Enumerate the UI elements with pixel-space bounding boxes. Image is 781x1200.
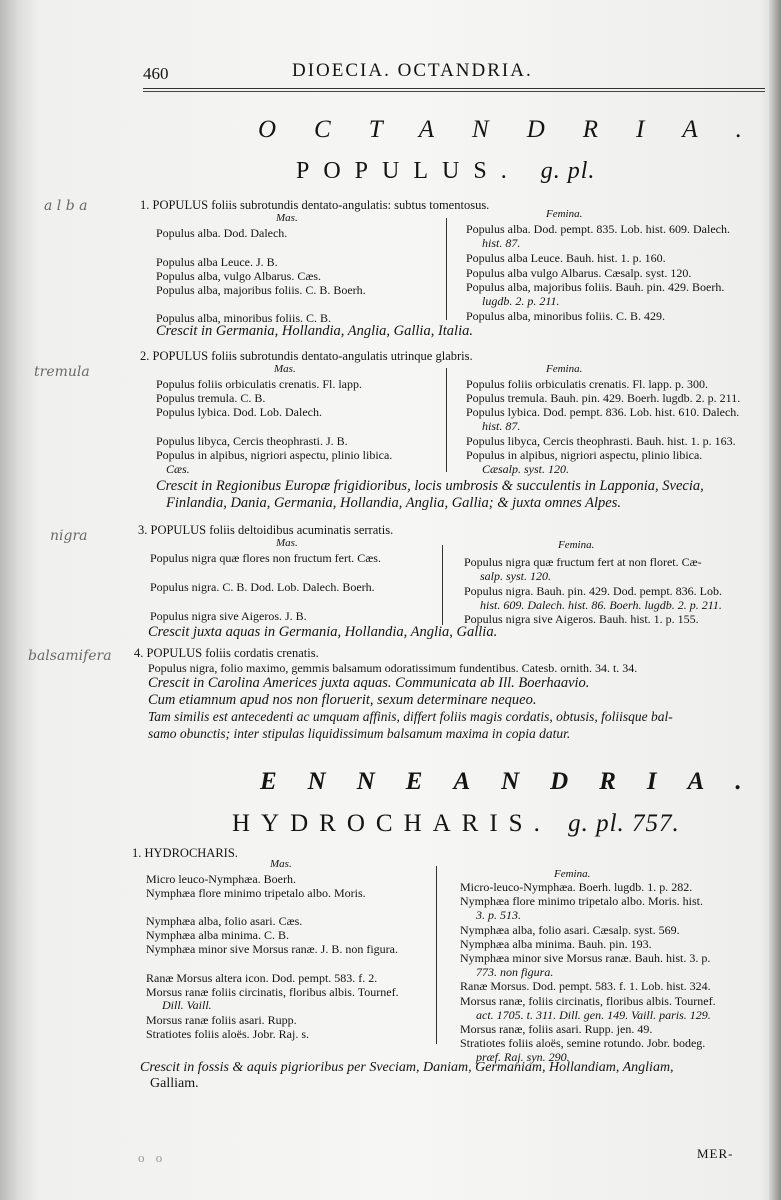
synonym-femina: Nymphæa flore minimo tripetalo albo. Moris. hist. [460, 894, 703, 908]
mas-label: Mas. [276, 537, 298, 549]
synonym-femina: Populus in alpibus, nigriori aspectu, plinio libica. [466, 448, 703, 462]
synonym-femina: Populus libyca, Cercis theophrasti. Bauh. hist. 1. p. 163. [466, 434, 736, 448]
synonym-femina: Populus alba, majoribus foliis. Bauh. pin. 429. Boerh. [466, 280, 725, 294]
synonym-mas: Morsus ranæ foliis circinatis, floribus albis. Tournef. [146, 985, 399, 999]
genus-gp: g. pl. [540, 158, 596, 184]
synonym-mas: Populus in alpibus, nigriori aspectu, plinio libica. [156, 448, 393, 462]
synonym-mas: Nymphæa minor sive Morsus ranæ. J. B. non figura. [146, 942, 398, 956]
synonym-femina: hist. 87. [482, 236, 521, 250]
synonym-mas: Dill. Vaill. [162, 998, 212, 1012]
synonym-femina: Populus alba. Dod. pempt. 835. Lob. hist. 609. Dalech. [466, 222, 730, 236]
synonym-femina: hist. 87. [482, 419, 521, 433]
habitat-line: Finlandia, Dania, Germania, Hollandia, Anglia, Gallia; & juxta omnes Alpes. [166, 495, 621, 511]
synonym-mas: Populus alba, vulgo Albarus. Cæs. [156, 269, 322, 283]
synonym-femina: 773. non figura. [476, 965, 554, 979]
habitat-line: Galliam. [150, 1076, 199, 1091]
synonym-femina: Populus lybica. Dod. pempt. 836. Lob. hist. 610. Dalech. [466, 405, 740, 419]
synonym-femina: Morsus ranæ, foliis asari. Rupp. jen. 49. [460, 1022, 653, 1036]
synonym-femina: Micro-leuco-Nymphæa. Boerh. lugdb. 1. p. 282. [460, 880, 693, 894]
habitat-line: Crescit in Regionibus Europæ frigidioribus, locis umbrosis & succulentis in Lapponia, Svecia, [156, 478, 704, 494]
synonym-femina: Nymphæa minor sive Morsus ranæ. Bauh. hist. 3. p. [460, 951, 711, 965]
column-divider [442, 545, 443, 625]
synonym-mas: Populus libyca, Cercis theophrasti. J. B. [156, 434, 348, 448]
genus-name: POPULUS. [296, 158, 521, 184]
species-heading: 4. POPULUS foliis cordatis crenatis. [134, 646, 319, 660]
synonym-mas: Micro leuco-Nymphæa. Boerh. [146, 872, 296, 886]
synonym-femina: Nymphæa alba, folio asari. Cæsalp. syst. 569. [460, 923, 680, 937]
synonym-femina: Populus nigra quæ fructum fert at non floret. Cæ- [464, 555, 702, 569]
habitat-line: Crescit juxta aquas in Germania, Hollandia, Anglia, Gallia. [148, 624, 498, 640]
synonym-femina: Cæsalp. syst. 120. [482, 462, 570, 476]
synonym-mas: Populus tremula. C. B. [156, 391, 266, 405]
margin-note: balsamifera [28, 648, 112, 664]
catchword: MER- [697, 1146, 734, 1161]
synonym-femina: Stratiotes foliis aloës, semine rotundo. Jobr. bodeg. [460, 1036, 706, 1050]
femina-label: Femina. [546, 363, 583, 375]
note-line: Cum etiamnum apud nos non floruerit, sexum determinare nequeo. [148, 692, 537, 708]
synonym-mas: Nymphæa alba, folio asari. Cæs. [146, 914, 303, 928]
femina-label: Femina. [558, 539, 595, 551]
synonym-femina: Populus foliis orbiculatis crenatis. Fl. lapp. p. 300. [466, 377, 708, 391]
synonym-mas: Populus alba Leuce. J. B. [156, 255, 278, 269]
ink-marks: o o [138, 1150, 167, 1165]
column-divider [446, 218, 447, 320]
class-title-octandria: OCTANDRIA. [258, 116, 780, 143]
synonym-mas: Stratiotes foliis aloës. Jobr. Raj. s. [146, 1027, 309, 1041]
class-title-enneandria: ENNEANDRIA. [260, 768, 773, 795]
mas-label: Mas. [274, 363, 296, 375]
habitat-line: Crescit in Carolina Americes juxta aquas. Communicata ab Ill. Boerhaavio. [148, 675, 590, 691]
synonym-femina: Populus alba Leuce. Bauh. hist. 1. p. 160. [466, 251, 666, 265]
species-heading: 2. POPULUS foliis subrotundis dentato-angulatis utrinque glabris. [140, 349, 473, 363]
synonym-mas: Populus foliis orbiculatis crenatis. Fl. lapp. [156, 377, 362, 391]
synonym-mas: Cæs. [166, 462, 190, 476]
note-line: samo obunctis; inter stipulas liquidissimum balsamum maxima in copia datur. [148, 726, 571, 741]
species-heading: 1. POPULUS foliis subrotundis dentato-angulatis: subtus tomentosus. [140, 198, 490, 212]
femina-label: Femina. [554, 868, 591, 880]
synonym-femina: hist. 609. Dalech. hist. 86. Boerh. lugdb. 2. p. 211. [480, 598, 722, 612]
genus-gp: g. pl. 757. [568, 810, 680, 837]
habitat-line: Crescit in Germania, Hollandia, Anglia, Gallia, Italia. [156, 323, 473, 339]
synonym-femina: Morsus ranæ, foliis circinatis, floribus albis. Tournef. [460, 994, 716, 1008]
synonym-mas: Populus lybica. Dod. Lob. Dalech. [156, 405, 322, 419]
synonym-femina: Populus tremula. Bauh. pin. 429. Boerh. lugdb. 2. p. 211. [466, 391, 741, 405]
synonym-mas: Populus nigra. C. B. Dod. Lob. Dalech. Boerh. [150, 580, 375, 594]
genus-name: HYDROCHARIS. [232, 810, 551, 837]
habitat-line: Crescit in fossis & aquis pigrioribus per Sveciam, Daniam, Germaniam, Hollandiam, Angliam, [140, 1060, 674, 1075]
margin-note: nigra [50, 528, 88, 544]
mas-label: Mas. [276, 212, 298, 224]
synonym-femina: salp. syst. 120. [480, 569, 552, 583]
synonym-mas: Populus alba, minoribus foliis. C. B. [156, 311, 332, 325]
femina-label: Femina. [546, 208, 583, 220]
page-edge [769, 0, 781, 1200]
genus-title-populus [296, 158, 595, 185]
header-rule-2 [143, 91, 765, 92]
margin-note: tremula [34, 364, 90, 380]
description-line: Populus nigra, folio maximo, gemmis balsamum odoratissimum fundentibus. Catesb. ornith. 34. t. 34. [148, 661, 638, 675]
synonym-femina: Nymphæa alba minima. Bauh. pin. 193. [460, 937, 652, 951]
margin-note: a l b a [44, 198, 88, 214]
synonym-mas: Populus nigra quæ flores non fructum fert. Cæs. [150, 551, 381, 565]
page-number: 460 [143, 64, 169, 83]
synonym-femina: lugdb. 2. p. 211. [482, 294, 560, 308]
synonym-femina: Populus nigra. Bauh. pin. 429. Dod. pempt. 836. Lob. [464, 584, 722, 598]
synonym-femina: Populus alba vulgo Albarus. Cæsalp. syst. 120. [466, 266, 692, 280]
synonym-mas: Populus nigra sive Aigeros. J. B. [150, 609, 307, 623]
column-divider [446, 368, 447, 472]
synonym-mas: Morsus ranæ foliis asari. Rupp. [146, 1013, 297, 1027]
synonym-mas: Populus alba. Dod. Dalech. [156, 226, 288, 240]
synonym-femina: Populus nigra sive Aigeros. Bauh. hist. 1. p. 155. [464, 612, 699, 626]
synonym-mas: Populus alba, majoribus foliis. C. B. Boerh. [156, 283, 366, 297]
species-heading: 1. HYDROCHARIS. [132, 846, 238, 860]
column-divider [436, 866, 437, 1044]
running-title: DIOECIA. OCTANDRIA. [292, 60, 533, 81]
mas-label: Mas. [270, 858, 292, 870]
synonym-mas: Nymphæa alba minima. C. B. [146, 928, 289, 942]
synonym-mas: Nymphæa flore minimo tripetalo albo. Moris. [146, 886, 366, 900]
species-heading: 3. POPULUS foliis deltoidibus acuminatis serratis. [138, 523, 394, 537]
note-line: Tam similis est antecedenti ac umquam affinis, differt foliis magis cordatis, obtusis, foliisque bal- [148, 709, 673, 724]
genus-title-hydrocharis [232, 810, 680, 838]
synonym-femina: Populus alba, minoribus foliis. C. B. 429. [466, 309, 666, 323]
synonym-femina: præf. Raj. syn. 290. [476, 1050, 570, 1064]
synonym-mas: Ranæ Morsus altera icon. Dod. pempt. 583. f. 2. [146, 971, 378, 985]
synonym-femina: Ranæ Morsus. Dod. pempt. 583. f. 1. Lob. hist. 324. [460, 979, 711, 993]
header-rule [143, 88, 765, 89]
synonym-femina: 3. p. 513. [476, 908, 521, 922]
synonym-femina: act. 1705. t. 311. Dill. gen. 149. Vaill. paris. 129. [476, 1008, 711, 1022]
